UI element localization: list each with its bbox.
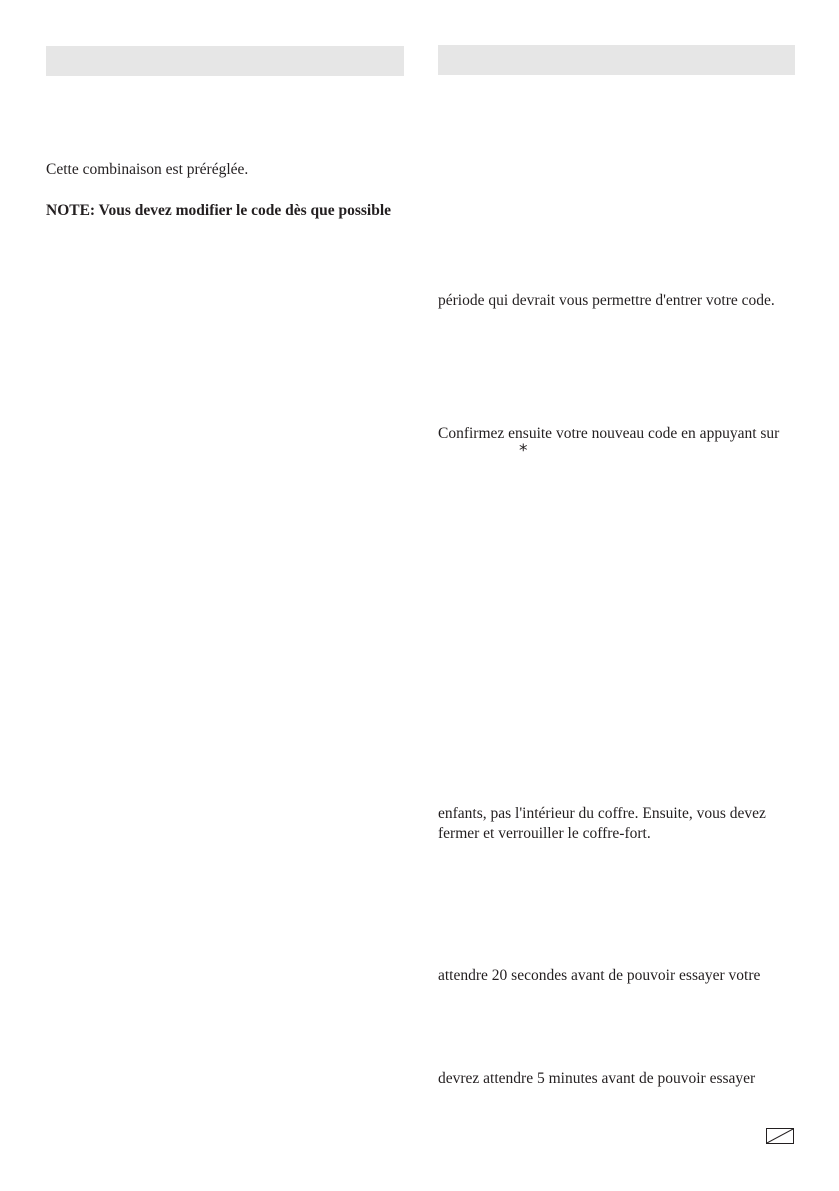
wait-20-seconds-text: attendre 20 secondes avant de pouvoir essayer votre (438, 967, 761, 984)
children-warning-line-2: fermer et verrouiller le coffre-fort. (438, 825, 651, 842)
entry-period-text: période qui devrait vous permettre d'entrer votre code. (438, 292, 775, 309)
page-marker-icon (766, 1128, 794, 1144)
children-warning-line-1: enfants, pas l'intérieur du coffre. Ensuite, vous devez (438, 805, 766, 822)
confirm-code-text: Confirmez ensuite votre nouveau code en appuyant sur (438, 425, 780, 442)
right-header-band (438, 45, 795, 75)
preset-combination-text: Cette combinaison est préréglée. (46, 161, 249, 178)
left-header-band (46, 46, 404, 76)
change-code-note: NOTE: Vous devez modifier le code dès que possible (46, 202, 392, 219)
wait-5-minutes-text: devrez attendre 5 minutes avant de pouvoir essayer (438, 1070, 756, 1087)
star-key-icon: * (519, 441, 528, 461)
